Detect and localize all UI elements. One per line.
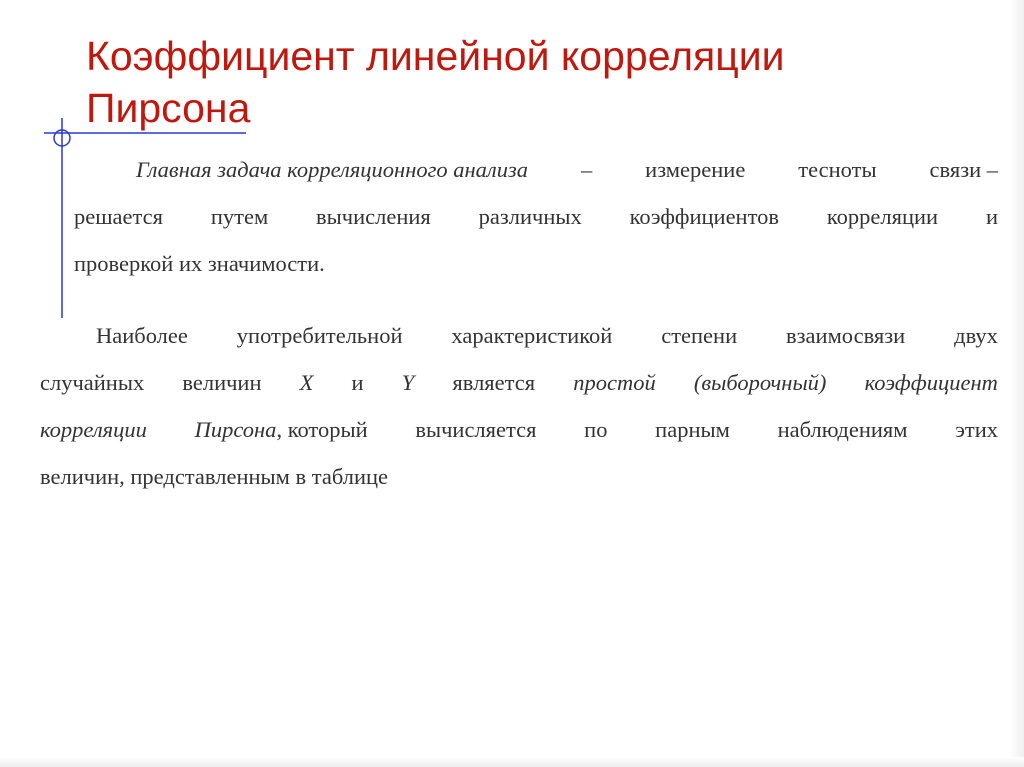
- word: решается: [74, 204, 163, 229]
- word: по: [584, 417, 608, 442]
- paragraph-2-line-3: [40, 406, 998, 453]
- slide-edge-shadow: [1010, 0, 1024, 767]
- word: величин: [182, 370, 262, 395]
- word: путем: [210, 204, 269, 229]
- slide-title-line-2: Пирсона: [86, 85, 251, 131]
- italic-word: (выборочный): [693, 370, 827, 395]
- italic-word: Пирсона: [194, 417, 277, 442]
- paragraph-2-line-4: величин, представленным в таблице: [40, 464, 389, 489]
- word: двух: [954, 323, 998, 348]
- paragraph-1-line-3: проверкой их значимости.: [74, 251, 325, 276]
- word: является: [452, 370, 536, 395]
- paragraph-1: [74, 146, 998, 287]
- variable-x: X: [299, 370, 314, 395]
- word: коэффициентов: [629, 204, 780, 229]
- word: –: [580, 157, 593, 182]
- slide-edge-shadow-bottom: [0, 757, 1024, 767]
- word: и: [351, 370, 364, 395]
- paragraph-2-line-2: [40, 359, 998, 406]
- word: степени: [661, 323, 738, 348]
- paragraph-1-italic-phrase: Главная задача корреляционного анализа: [136, 157, 529, 182]
- word: взаимосвязи: [786, 323, 906, 348]
- word: , который: [276, 417, 368, 442]
- word: различных: [478, 204, 582, 229]
- word: употребительной: [236, 323, 403, 348]
- italic-word: коэффициент: [864, 370, 998, 395]
- paragraph-2: [40, 312, 998, 500]
- slide-title-line-1: Коэффициент линейной корреляции: [86, 33, 785, 79]
- italic-word: простой: [573, 370, 656, 395]
- paragraph-2-line-1: [40, 312, 998, 359]
- slide-title: [86, 30, 986, 134]
- word: наблюдениям: [777, 417, 908, 442]
- word: измерение: [645, 157, 746, 182]
- word: тесноты: [798, 157, 877, 182]
- word: парным: [655, 417, 730, 442]
- word: вычисляется: [415, 417, 537, 442]
- word: Наиболее: [96, 323, 188, 348]
- word: и: [985, 204, 998, 229]
- word: связи –: [929, 157, 998, 182]
- italic-word: корреляции: [40, 417, 147, 442]
- word: характеристикой: [451, 323, 613, 348]
- paragraph-1-line-2: [74, 193, 998, 240]
- variable-y: Y: [401, 370, 415, 395]
- word: вычисления: [316, 204, 431, 229]
- word: случайных: [40, 370, 145, 395]
- word: этих: [955, 417, 998, 442]
- paragraph-1-line-1: [74, 146, 998, 193]
- word: корреляции: [826, 204, 939, 229]
